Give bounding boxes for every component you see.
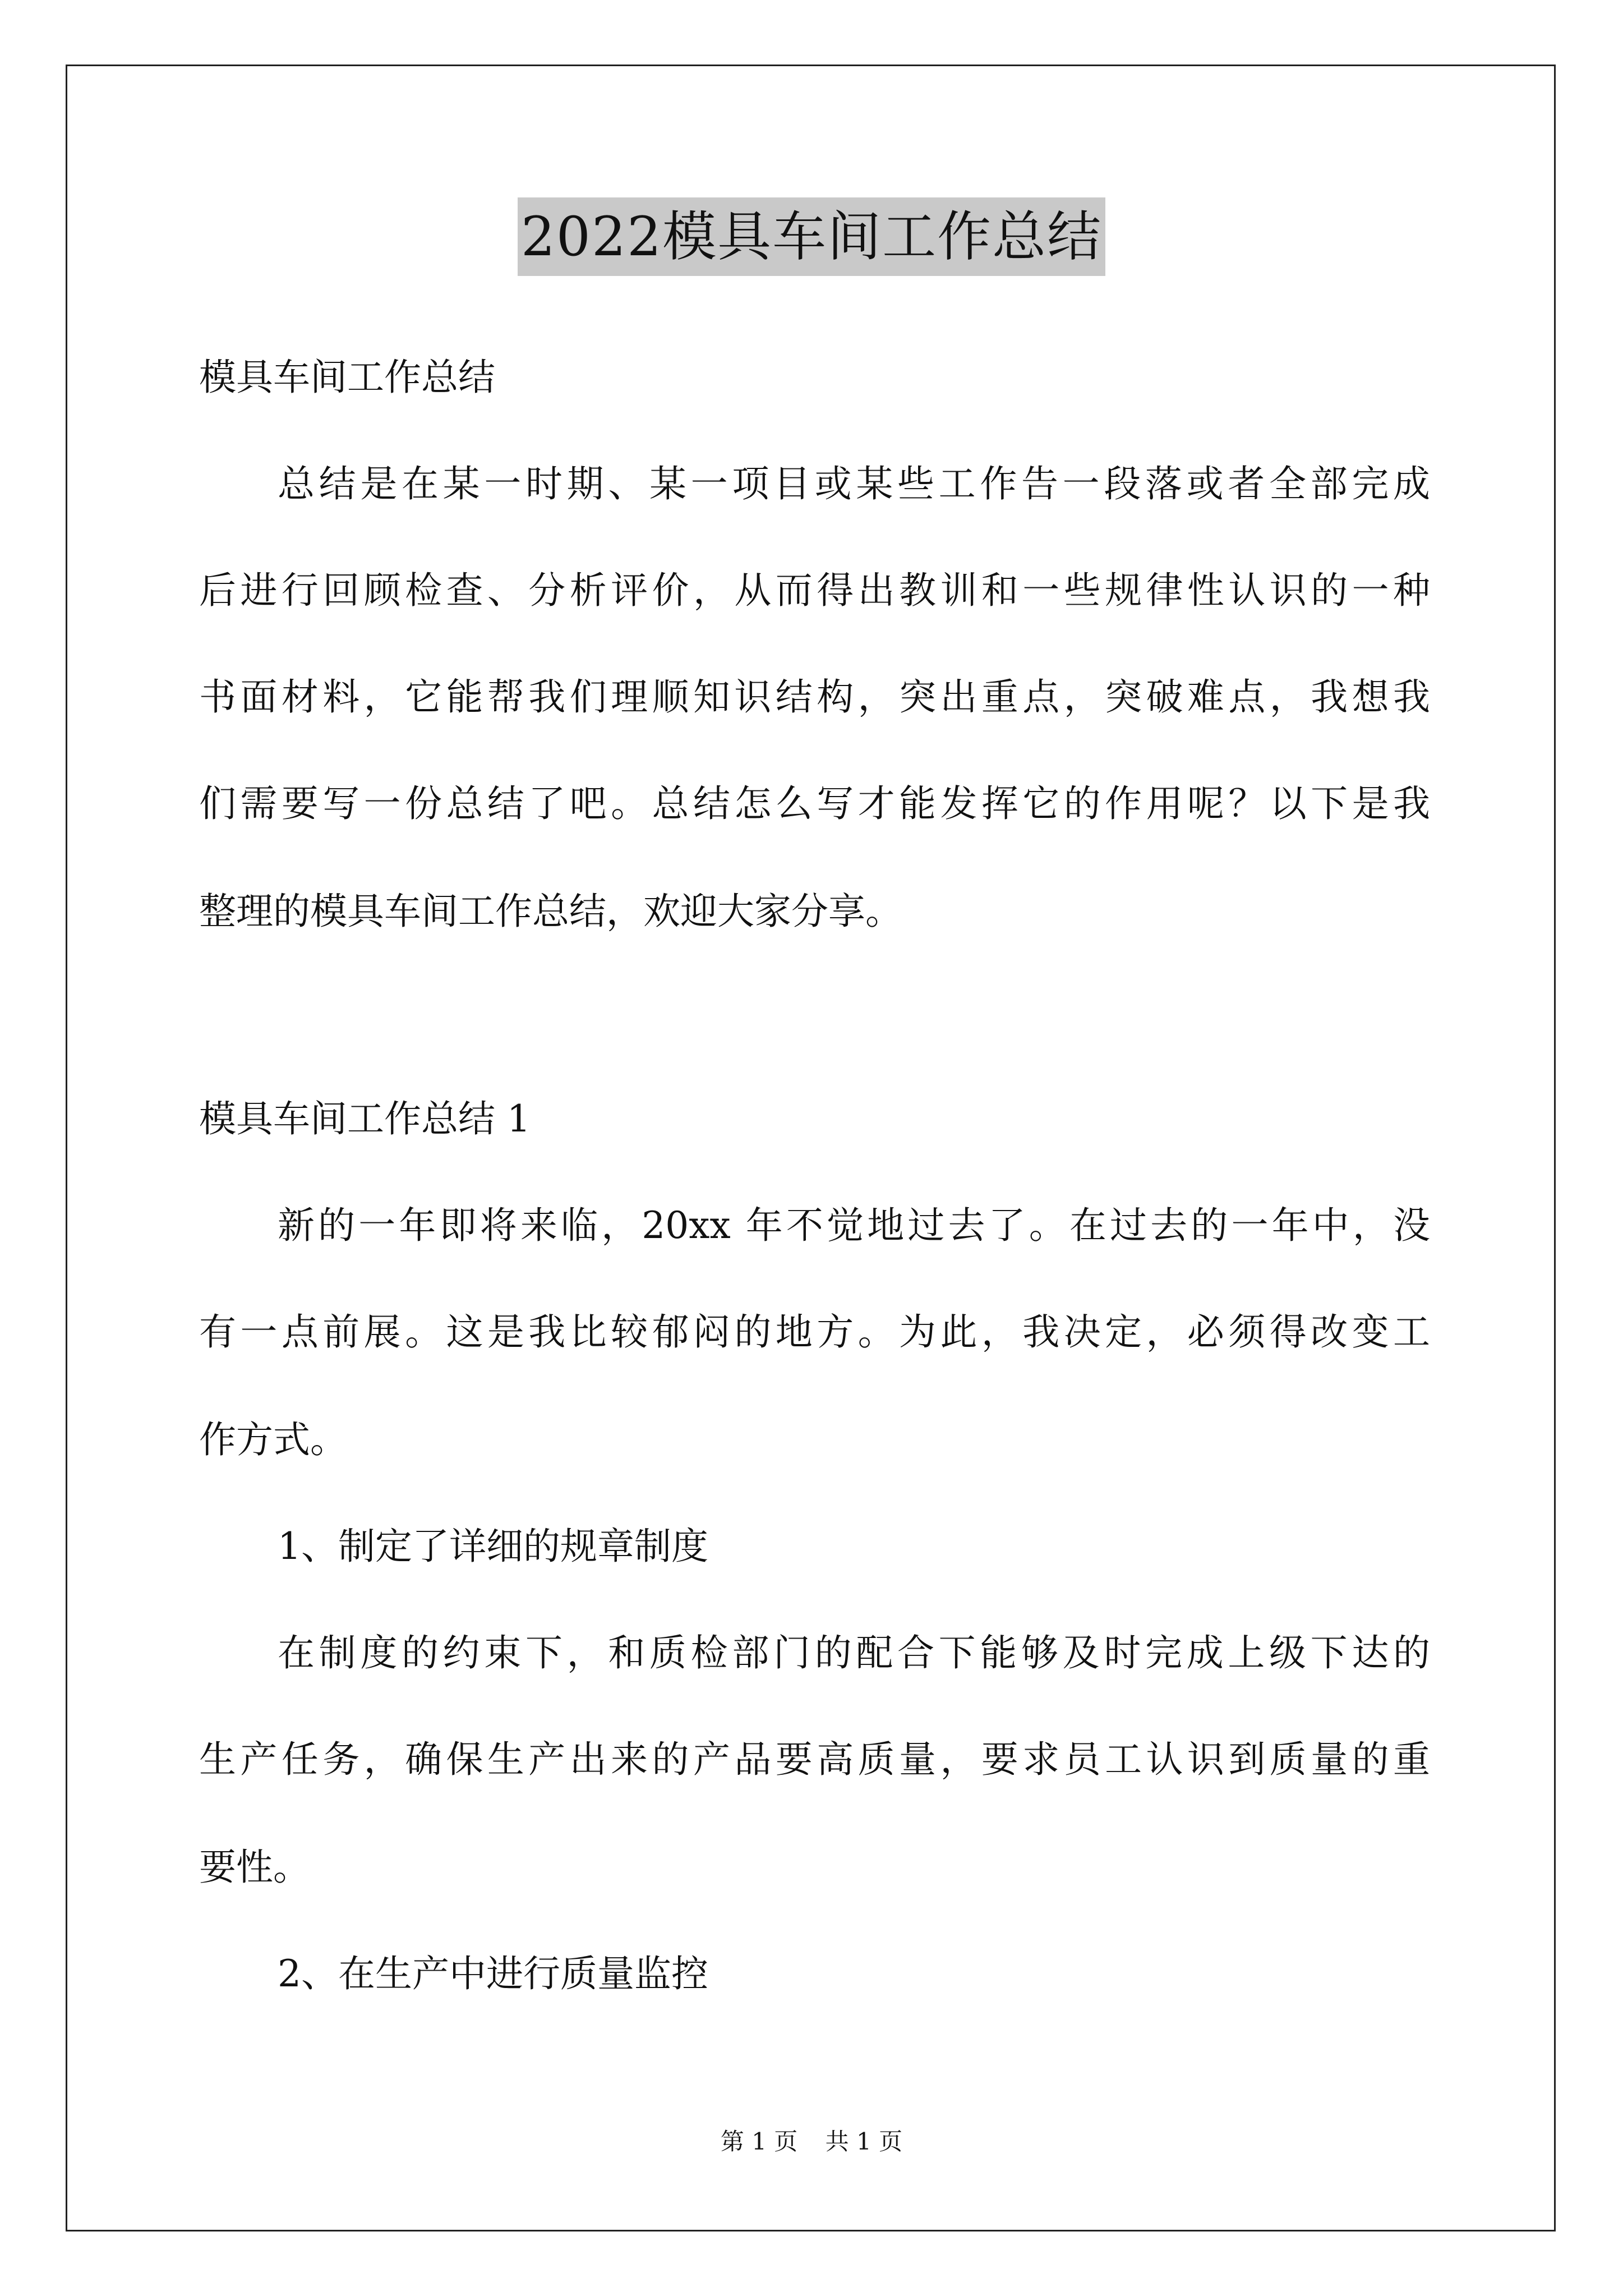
intro-line: 总结是在某一时期、某一项目或某些工作告一段落或者全部完成 <box>278 462 1430 505</box>
intro-line: 们需要写一份总结了吧。总结怎么写才能发挥它的作用呢？以下是我 <box>199 782 1430 825</box>
page-total: 共 1 页 <box>825 2128 903 2155</box>
subtitle: 模具车间工作总结 <box>199 356 495 399</box>
section-heading: 模具车间工作总结 1 <box>199 1097 531 1140</box>
title-wrap <box>0 197 1623 276</box>
item-line: 生产任务，确保生产出来的产品要高质量，要求员工认识到质量的重 <box>199 1738 1430 1781</box>
item-heading: 2、在生产中进行质量监控 <box>278 1952 708 1995</box>
document-title: 2022模具车间工作总结 <box>518 197 1105 276</box>
page-footer <box>0 2125 1623 2159</box>
page-number: 第 1 页 <box>720 2128 798 2155</box>
intro-line: 后进行回顾检查、分析评价，从而得出教训和一些规律性认识的一种 <box>199 569 1430 612</box>
intro-line: 整理的模具车间工作总结，欢迎大家分享。 <box>199 890 902 933</box>
section-line: 作方式。 <box>199 1418 347 1461</box>
item-heading: 1、制定了详细的规章制度 <box>278 1525 708 1568</box>
section-line: 新的一年即将来临，20xx 年不觉地过去了。在过去的一年中，没 <box>278 1204 1430 1247</box>
item-line: 在制度的约束下，和质检部门的配合下能够及时完成上级下达的 <box>278 1631 1430 1674</box>
item-line: 要性。 <box>199 1846 310 1889</box>
intro-line: 书面材料，它能帮我们理顺知识结构，突出重点，突破难点，我想我 <box>199 675 1430 719</box>
section-line: 有一点前展。这是我比较郁闷的地方。为此，我决定，必须得改变工 <box>199 1310 1430 1354</box>
